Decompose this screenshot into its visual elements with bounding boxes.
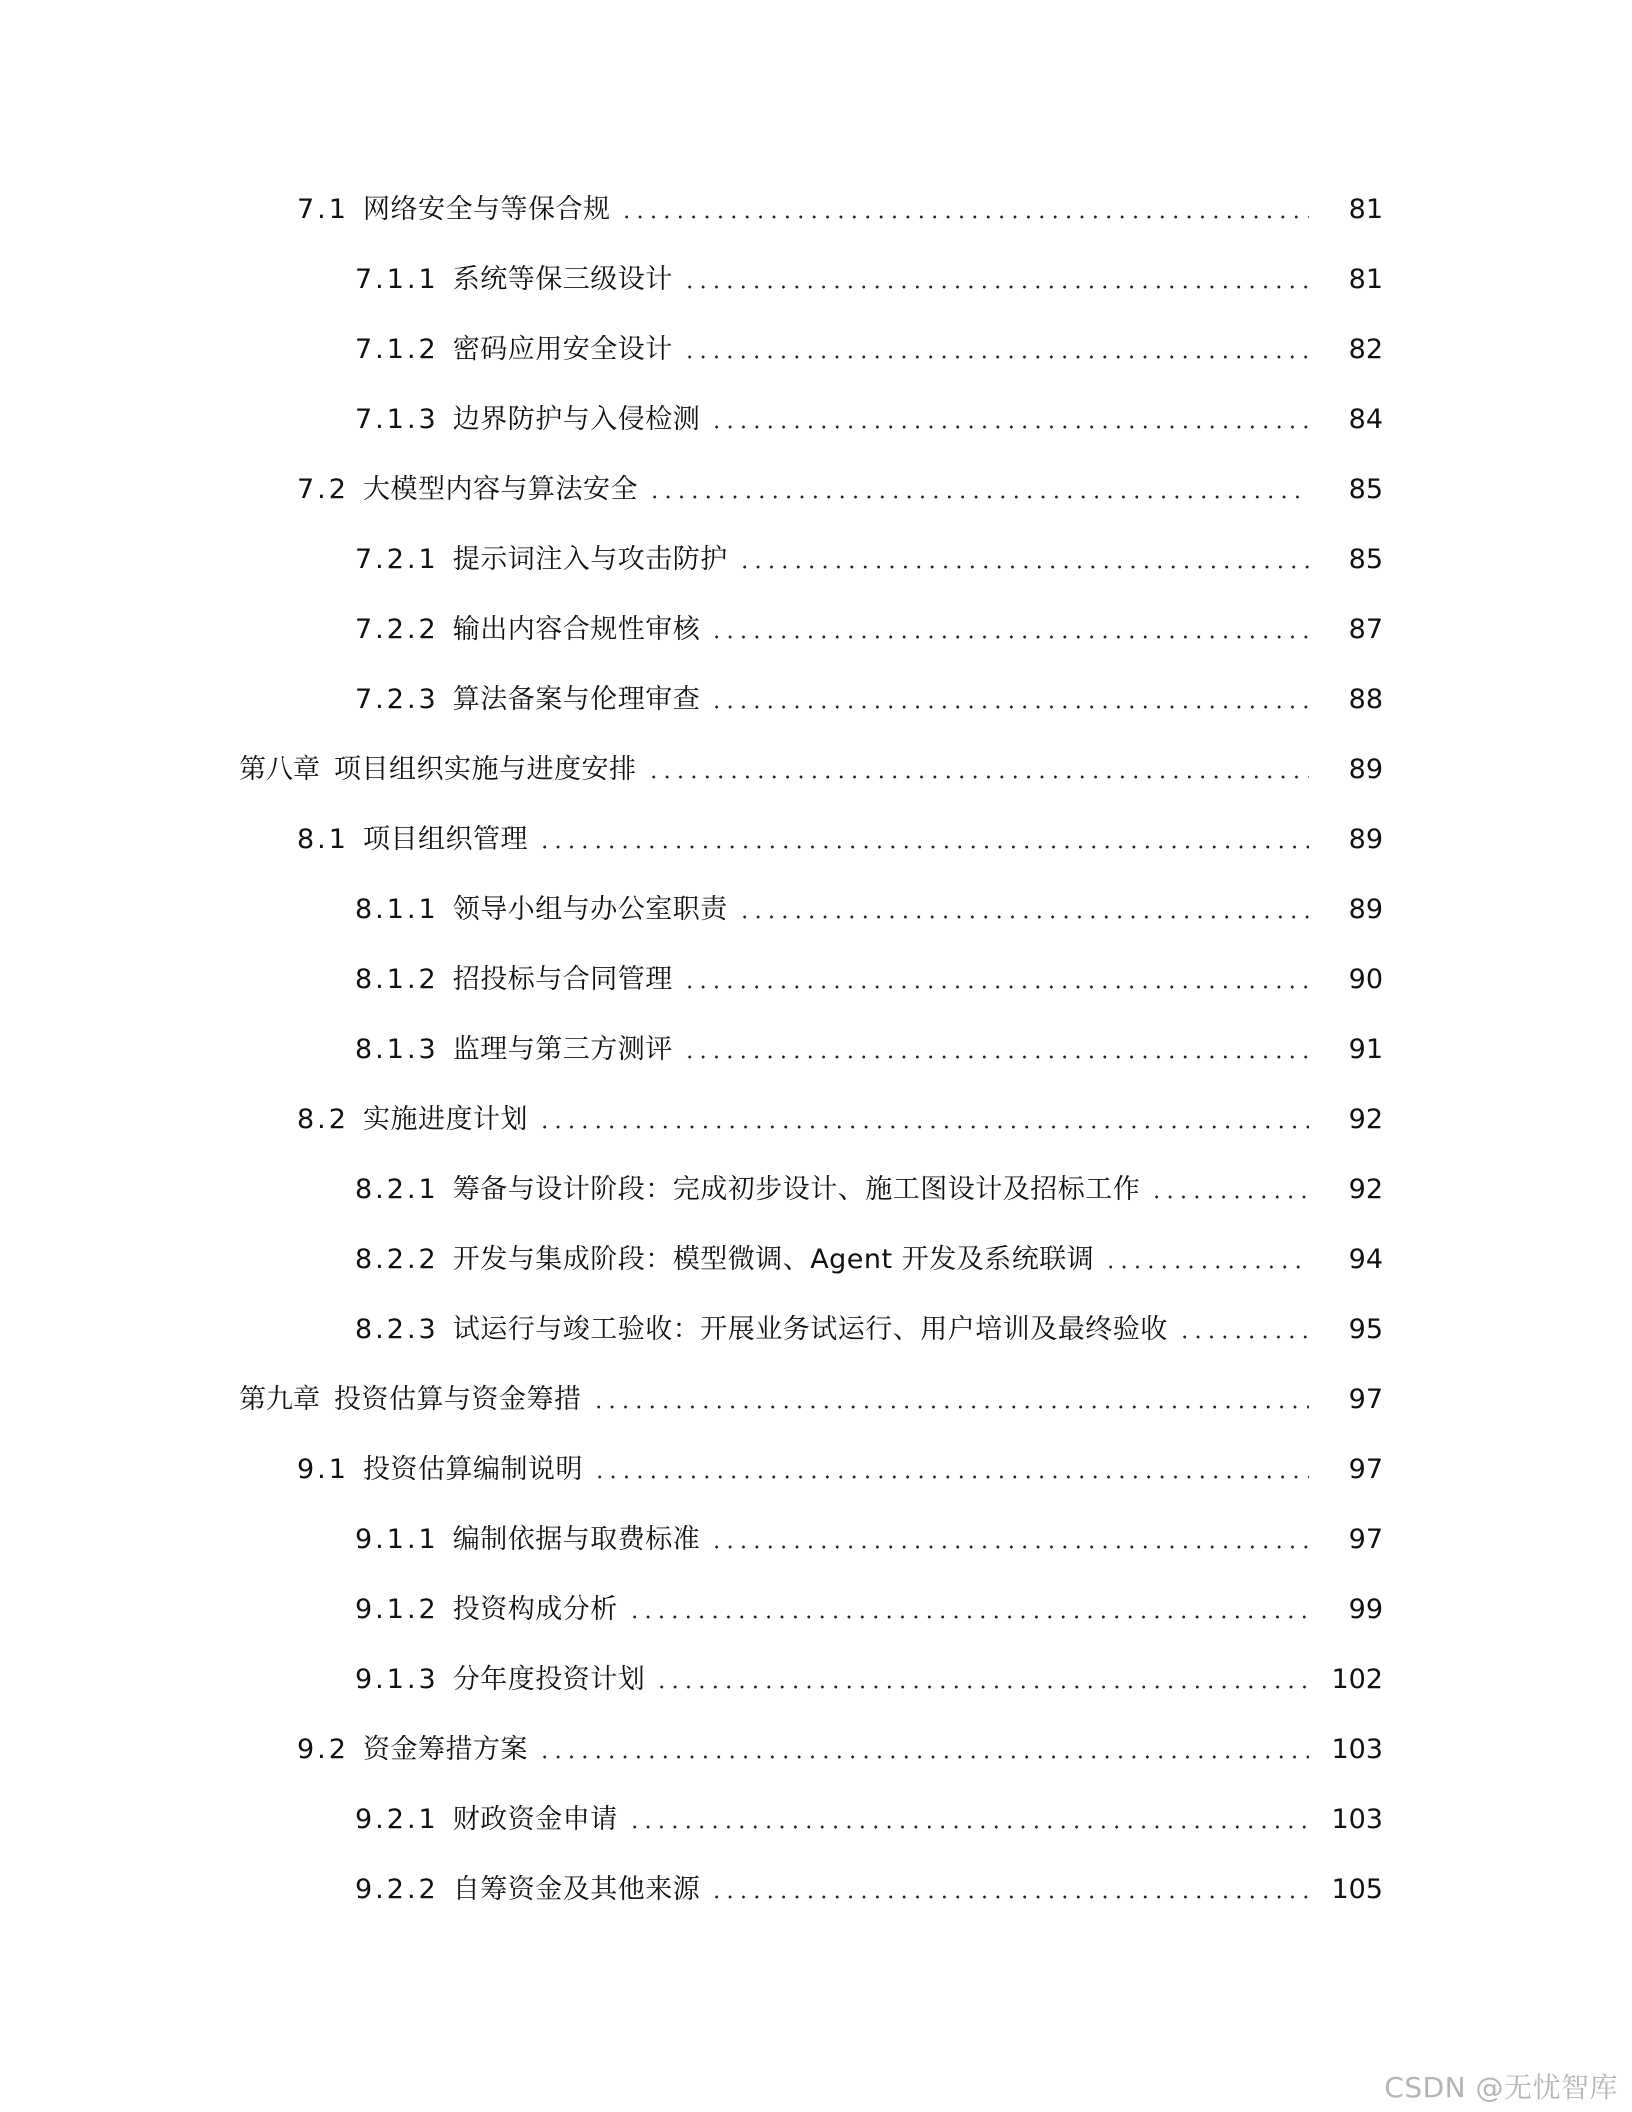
toc-entry-page-number: 95: [1348, 1314, 1383, 1345]
toc-entry-number: 8.1.3: [355, 1034, 439, 1065]
toc-entry[interactable]: [0, 525, 1632, 595]
dot-leader: [647, 775, 1310, 779]
toc-entry-number: 7.2.1: [355, 544, 439, 575]
toc-entry-number: 9.1.3: [355, 1664, 439, 1695]
toc-entry-title: 投资估算编制说明: [362, 1454, 583, 1485]
toc-entry-number: 第八章: [239, 754, 320, 785]
toc-entry-number: 7.1.2: [355, 334, 439, 365]
toc-entry-title: 领导小组与办公室职责: [452, 894, 728, 925]
toc-entry-page-number: 88: [1348, 684, 1383, 715]
dot-leader: [648, 495, 1309, 499]
dot-leader: [710, 705, 1309, 709]
toc-entry[interactable]: [0, 245, 1632, 315]
toc-entry-number: 7.1.1: [355, 264, 439, 295]
toc-entry-number: 7.2.2: [355, 614, 439, 645]
toc-entry[interactable]: [0, 1645, 1632, 1715]
toc-entry[interactable]: [0, 455, 1632, 525]
dot-leader: [738, 565, 1309, 569]
toc-entry-title: 网络安全与等保合规: [362, 194, 611, 225]
toc-entry-page-number: 89: [1348, 894, 1383, 925]
dot-leader: [1150, 1195, 1309, 1199]
toc-entry-page-number: 84: [1348, 404, 1383, 435]
dot-leader: [538, 1125, 1309, 1129]
toc-entry-page-number: 103: [1331, 1804, 1383, 1835]
dot-leader: [655, 1685, 1309, 1689]
dot-leader: [538, 845, 1309, 849]
toc-entry-number: 9.2.2: [355, 1874, 439, 1905]
toc-entry[interactable]: [0, 1715, 1632, 1785]
dot-leader: [628, 1615, 1309, 1619]
toc-entry[interactable]: [0, 1855, 1632, 1925]
toc-entry-page-number: 92: [1348, 1174, 1383, 1205]
toc-entry-title: 输出内容合规性审核: [452, 614, 701, 645]
toc-entry[interactable]: [0, 1155, 1632, 1225]
toc-entry-number: 9.1.1: [355, 1524, 439, 1555]
toc-entry-page-number: 97: [1348, 1454, 1383, 1485]
dot-leader: [1178, 1335, 1309, 1339]
watermark: CSDN @无忧智库: [1384, 2071, 1618, 2104]
toc-entry[interactable]: [0, 1295, 1632, 1365]
toc-entry-number: 8.2.1: [355, 1174, 439, 1205]
toc-entry-page-number: 105: [1331, 1874, 1383, 1905]
toc-entry[interactable]: [0, 1785, 1632, 1855]
toc-entry-number: 8.1.2: [355, 964, 439, 995]
toc-entry-title: 分年度投资计划: [452, 1664, 646, 1695]
toc-entry-page-number: 89: [1348, 754, 1383, 785]
toc-entry-page-number: 81: [1348, 264, 1383, 295]
toc-entry-number: 8.2.3: [355, 1314, 439, 1345]
toc-entry[interactable]: [0, 1575, 1632, 1645]
toc-entry-page-number: 81: [1348, 194, 1383, 225]
toc-entry-page-number: 97: [1348, 1524, 1383, 1555]
toc-entry-title: 编制依据与取费标准: [452, 1524, 701, 1555]
toc-entry-number: 8.2.2: [355, 1244, 439, 1275]
toc-entry-page-number: 85: [1348, 544, 1383, 575]
toc-entry-title: 实施进度计划: [362, 1104, 528, 1135]
toc-entry-page-number: 94: [1348, 1244, 1383, 1275]
toc-entry-number: 9.1.2: [355, 1594, 439, 1625]
dot-leader: [683, 1055, 1309, 1059]
toc-entry-title: 试运行与竣工验收：开展业务试运行、用户培训及最终验收: [452, 1314, 1168, 1345]
toc-entry-number: 8.1: [297, 824, 349, 855]
toc-entry[interactable]: [0, 1435, 1632, 1505]
toc-entry-number: 8.2: [297, 1104, 349, 1135]
toc-entry-title: 提示词注入与攻击防护: [452, 544, 728, 575]
dot-leader: [710, 1545, 1309, 1549]
toc-entry-page-number: 90: [1348, 964, 1383, 995]
dot-leader: [683, 285, 1309, 289]
dot-leader: [710, 635, 1309, 639]
toc-entry[interactable]: [0, 385, 1632, 455]
toc-entry-number: 7.1: [297, 194, 349, 225]
toc-entry-title: 筹备与设计阶段：完成初步设计、施工图设计及招标工作: [452, 1174, 1141, 1205]
toc-entry-page-number: 102: [1331, 1664, 1383, 1695]
table-of-contents: [0, 175, 1632, 1925]
dot-leader: [738, 915, 1309, 919]
toc-entry-page-number: 92: [1348, 1104, 1383, 1135]
dot-leader: [1104, 1265, 1309, 1269]
toc-entry-title: 大模型内容与算法安全: [362, 474, 638, 505]
dot-leader: [710, 425, 1309, 429]
toc-entry[interactable]: [0, 1225, 1632, 1295]
toc-entry[interactable]: [0, 1015, 1632, 1085]
toc-entry-page-number: 103: [1331, 1734, 1383, 1765]
dot-leader: [592, 1405, 1310, 1409]
toc-entry-page-number: 87: [1348, 614, 1383, 645]
dot-leader: [683, 985, 1309, 989]
toc-entry-title: 项目组织实施与进度安排: [334, 754, 637, 785]
toc-entry-page-number: 99: [1348, 1594, 1383, 1625]
toc-entry[interactable]: [0, 945, 1632, 1015]
toc-entry-title: 密码应用安全设计: [452, 334, 673, 365]
toc-entry-title: 自筹资金及其他来源: [452, 1874, 701, 1905]
toc-entry-number: 7.2: [297, 474, 349, 505]
toc-entry-number: 9.2.1: [355, 1804, 439, 1835]
toc-entry-page-number: 82: [1348, 334, 1383, 365]
toc-entry-title: 投资估算与资金筹措: [334, 1384, 582, 1415]
toc-entry[interactable]: [0, 665, 1632, 735]
toc-entry[interactable]: [0, 1085, 1632, 1155]
toc-entry-title: 财政资金申请: [452, 1804, 618, 1835]
toc-entry[interactable]: [0, 875, 1632, 945]
dot-leader: [538, 1755, 1309, 1759]
dot-leader: [593, 1475, 1309, 1479]
toc-entry-page-number: 91: [1348, 1034, 1383, 1065]
toc-entry[interactable]: [0, 1365, 1632, 1435]
toc-entry-number: 8.1.1: [355, 894, 439, 925]
toc-entry-page-number: 85: [1348, 474, 1383, 505]
toc-entry-number: 7.1.3: [355, 404, 439, 435]
toc-entry[interactable]: [0, 1505, 1632, 1575]
toc-entry-title: 算法备案与伦理审查: [452, 684, 701, 715]
dot-leader: [683, 355, 1309, 359]
dot-leader: [628, 1825, 1309, 1829]
toc-entry-number: 第九章: [239, 1384, 320, 1415]
toc-entry-number: 9.1: [297, 1454, 349, 1485]
toc-entry-title: 边界防护与入侵检测: [452, 404, 701, 435]
toc-entry[interactable]: [0, 805, 1632, 875]
dot-leader: [710, 1895, 1309, 1899]
toc-entry[interactable]: [0, 175, 1632, 245]
toc-entry-number: 9.2: [297, 1734, 349, 1765]
toc-entry[interactable]: [0, 315, 1632, 385]
toc-entry[interactable]: [0, 595, 1632, 665]
dot-leader: [620, 215, 1309, 219]
toc-entry-number: 7.2.3: [355, 684, 439, 715]
toc-entry-title: 系统等保三级设计: [452, 264, 673, 295]
toc-entry-title: 招投标与合同管理: [452, 964, 673, 995]
toc-entry-page-number: 89: [1348, 824, 1383, 855]
toc-entry[interactable]: [0, 735, 1632, 805]
toc-entry-title: 项目组织管理: [362, 824, 528, 855]
toc-entry-title: 投资构成分析: [452, 1594, 618, 1625]
toc-entry-title: 开发与集成阶段：模型微调、Agent 开发及系统联调: [452, 1244, 1095, 1275]
toc-entry-title: 监理与第三方测评: [452, 1034, 673, 1065]
toc-entry-page-number: 97: [1348, 1384, 1383, 1415]
toc-entry-title: 资金筹措方案: [362, 1734, 528, 1765]
